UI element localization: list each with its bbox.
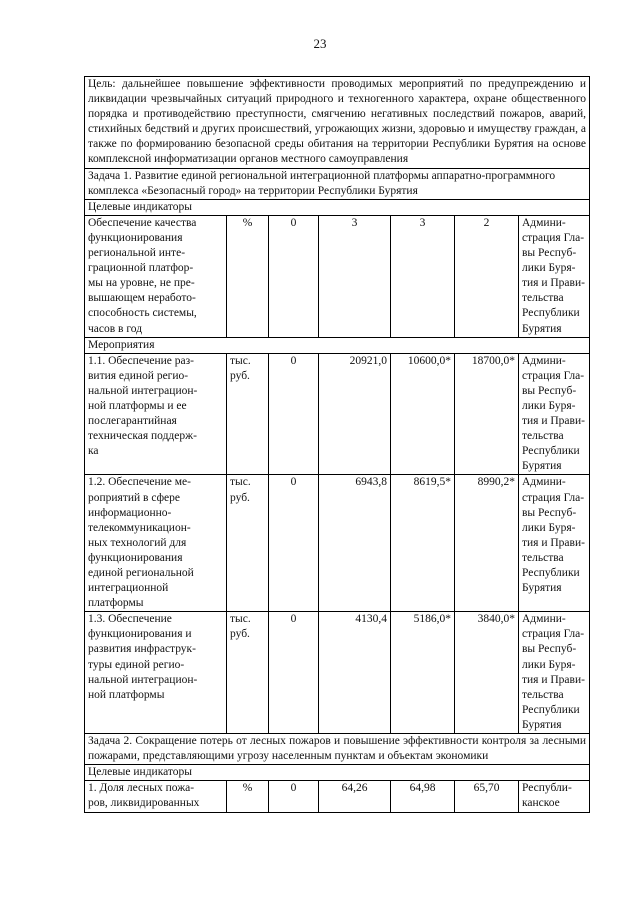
executor-cell: Админи- страция Гла- вы Респуб- лики Буря- тия и Прави- тельства Республики Бурятия — [519, 353, 590, 475]
value-cell: 18700,0* — [455, 353, 519, 475]
executor-cell: Админи- страция Гла- вы Респуб- лики Буря- тия и Прави- тельства Республики Бурятия — [519, 215, 590, 337]
task1-row — [85, 168, 590, 199]
value-cell: 0 — [269, 353, 319, 475]
program-table — [84, 76, 590, 813]
value-cell: 0 — [269, 475, 319, 612]
table-row — [85, 353, 590, 475]
value-cell: 2 — [455, 215, 519, 337]
section-header: Целевые индикаторы — [85, 765, 590, 781]
value-cell: 4130,4 — [319, 612, 391, 734]
indicator-name: 1. Доля лесных пожа- ров, ликвидированных — [85, 781, 227, 812]
value-cell: 0 — [269, 612, 319, 734]
table-row — [85, 612, 590, 734]
task2-row — [85, 734, 590, 765]
table-row — [85, 215, 590, 337]
value-cell: 8990,2* — [455, 475, 519, 612]
goal-row — [85, 77, 590, 169]
executor-cell: Админи- страция Гла- вы Респуб- лики Буря- тия и Прави- тельства Республики Бурятия — [519, 475, 590, 612]
value-cell: 3 — [319, 215, 391, 337]
executor-cell: Республи- канское — [519, 781, 590, 812]
value-cell: 65,70 — [455, 781, 519, 812]
value-cell: 6943,8 — [319, 475, 391, 612]
value-cell: 10600,0* — [391, 353, 455, 475]
value-cell: 64,98 — [391, 781, 455, 812]
task2-indicators-header-row — [85, 765, 590, 781]
table-row — [85, 781, 590, 812]
value-cell: 5186,0* — [391, 612, 455, 734]
value-cell: 3 — [391, 215, 455, 337]
unit-cell: тыс. руб. — [227, 612, 269, 734]
indicator-name: Обеспечение качества функционирования региональной инте- грационной платфор- мы на уровне, не пре- вышающем неработо- способность системы, часов в год — [85, 215, 227, 337]
section-header: Целевые индикаторы — [85, 199, 590, 215]
value-cell: 0 — [269, 215, 319, 337]
task1-title: Задача 1. Развитие единой региональной интеграционной платформы аппаратно-программного комплекса «Безопасный город» на территории Республики Бурятия — [85, 168, 590, 199]
value-cell: 8619,5* — [391, 475, 455, 612]
unit-cell: тыс. руб. — [227, 353, 269, 475]
value-cell: 3840,0* — [455, 612, 519, 734]
goal-text: Цель: дальнейшее повышение эффективности проводимых мероприятий по предупреждению и ликвидации чрезвычайных ситуаций природного и техногенного характера, охране общественного порядка и противодействию преступности, смягчению негативных последствий пожаров, аварий, стихийных бедствий и других происшествий, угрожающих жизни, здоровью и имуществу граждан, а также по формированию безопасной среды обитания на территории Республики Бурятия на основе комплексной информатизации органов местного самоуправления — [85, 77, 590, 169]
unit-cell: % — [227, 215, 269, 337]
table-row — [85, 475, 590, 612]
activity-name: 1.2. Обеспечение ме- роприятий в сфере информационно- телекоммуникацион- ных технологий для функционирования единой региональной интеграционной платформы — [85, 475, 227, 612]
value-cell: 0 — [269, 781, 319, 812]
activities-header-row — [85, 337, 590, 353]
activity-name: 1.3. Обеспечение функционирования и развития инфраструк- туры единой регио- нальной интеграцион- ной платформы — [85, 612, 227, 734]
task2-title: Задача 2. Сокращение потерь от лесных пожаров и повышение эффективности контроля за лесными пожарами, представляющими угрозу населенным пунктам и объектам экономики — [85, 734, 590, 765]
unit-cell: % — [227, 781, 269, 812]
activity-name: 1.1. Обеспечение раз- вития единой регио- нальной интеграцион- ной платформы и ее послегарантийная техническая поддерж- ка — [85, 353, 227, 475]
section-header: Мероприятия — [85, 337, 590, 353]
task1-indicators-header-row — [85, 199, 590, 215]
unit-cell: тыс. руб. — [227, 475, 269, 612]
value-cell: 64,26 — [319, 781, 391, 812]
executor-cell: Админи- страция Гла- вы Респуб- лики Буря- тия и Прави- тельства Республики Бурятия — [519, 612, 590, 734]
value-cell: 20921,0 — [319, 353, 391, 475]
page-number: 23 — [313, 36, 327, 51]
